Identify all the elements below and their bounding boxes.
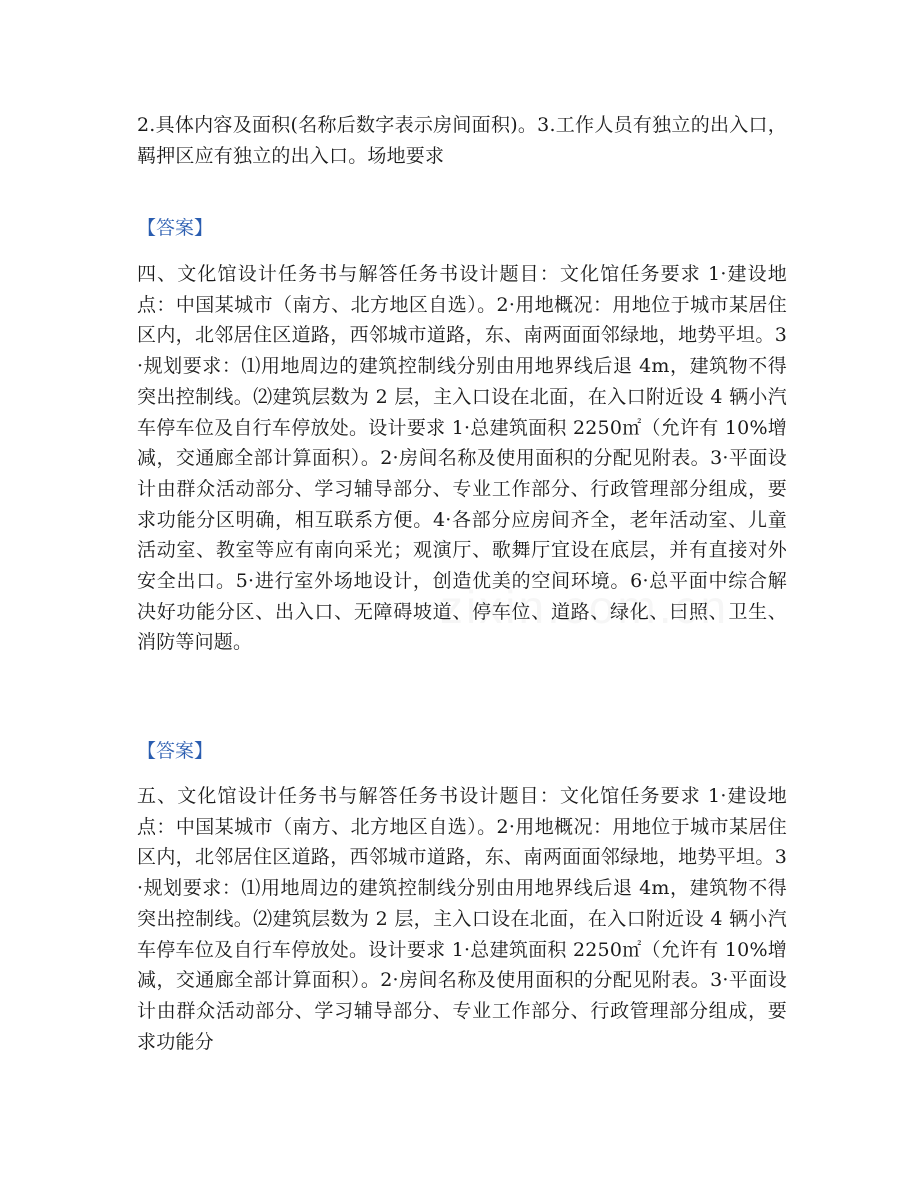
answer-label: 【答案】: [137, 217, 214, 239]
paragraph-intro: 2.具体内容及面积(名称后数字表示房间面积)。3.工作人员有独立的出入口，羁押区应有独立的出入口。场地要求: [137, 114, 787, 167]
paragraph-question-5: 五、文化馆设计任务书与解答任务书设计题目：文化馆任务要求 1·建设地点：中国某城市（南方、北方地区自选）。2·用地概况：用地位于城市某居住区内，北邻居住区道路，西邻城市道路，东、南两面面邻绿地，地势平坦。3·规划要求：⑴用地周边的建筑控制线分别由用地界线后退 4m，建筑物不得突出控制线。⑵建筑层数为 2 层，主入口设在北面，在入口附近设 4 辆小汽车停车位及自行车停放处。设计要求 1·总建筑面积 2250㎡（允许有 10%增减，交通廊全部计算面积）。2·房间名称及使用面积的分配见附表。3·平面设计由群众活动部分、学习辅导部分、专业工作部分、行政管理部分组成，要求功能分: [137, 785, 787, 1053]
paragraph-question-4: 四、文化馆设计任务书与解答任务书设计题目：文化馆任务要求 1·建设地点：中国某城市（南方、北方地区自选）。2·用地概况：用地位于城市某居住区内，北邻居住区道路，西邻城市道路，东、南两面面邻绿地，地势平坦。3·规划要求：⑴用地周边的建筑控制线分别由用地界线后退 4m，建筑物不得突出控制线。⑵建筑层数为 2 层，主入口设在北面，在入口附近设 4 辆小汽车停车位及自行车停放处。设计要求 1·总建筑面积 2250㎡（允许有 10%增减，交通廊全部计算面积）。2·房间名称及使用面积的分配见附表。3·平面设计由群众活动部分、学习辅导部分、专业工作部分、行政管理部分组成，要求功能分区明确，相互联系方便。4·各部分应房间齐全，老年活动室、儿童活动室、教室等应有南向采光；观演厅、歌舞厅宜设在底层，并有直接对外安全出口。5·进行室外场地设计，创造优美的空间环境。6·总平面中综合解决好功能分区、出入口、无障碍坡道、停车位、道路、绿化、曰照、卫生、消防等问题。: [137, 263, 787, 654]
answer-label: 【答案】: [137, 740, 214, 762]
